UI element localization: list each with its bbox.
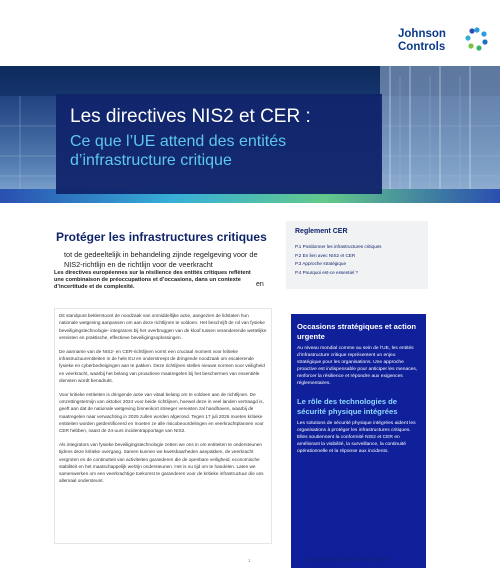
callout-title-2: Le rôle des technologies de sécurité physique intégrées: [297, 397, 398, 417]
document-subtitle: Ce que l’UE attend des entités d’infrastructure critique: [70, 133, 287, 169]
callout-text-2: Les solutions de sécurité physique intégrées aident les organisations à protéger les infrastructures critiques. Elles soutiennent la conformité NIS2 et CER en améliorant la visibilité, la surveillance, la continuité opérationnelle et la réponse aux incidents.: [297, 421, 416, 455]
logo-text: [398, 28, 446, 54]
paragraph: Als integrators van fysieke beveiligingstechnologie zetten we ons in om entiteiten te ondersteunen tijdens deze kritieke overgang. Samen kunnen we kwetsbaarheden aanpakken, de veerkracht vergroten en de continuïteit van activiteiten garanderen die de openbare veiligheid, economische stabiliteit en het maatschappelijk welzijn ondersteunen. Het is nu tijd om te handelen. Laten we samenwerken om een veerkrachtige toekomst te garanderen voor de kritieke infrastructuur die ons allemaal ondersteunt.: [59, 441, 264, 484]
cer-toc-box: [286, 221, 428, 289]
lead-text: Les directives européennes sur la résilience des entités critiques reflètent une combinaison de préoccupations et d’occasions, dans un contexte d’incertitude et de complexité.: [54, 270, 251, 290]
paragraph: Dit standpunt beklemtoont de noodzaak van onmiddellijke actie, aangezien de lidstaten hun nationale wetgeving aanpassen om aan deze richtlijnen te voldoen. Het beschrijft de rol van fysieke beveiligingstechnologie- integrators bij het overbruggen van de kloof tussen veranderende wettelijke vereisten en praktische, effectieve beveiligingsoplossingen.: [59, 313, 267, 340]
callout-box: [291, 314, 426, 568]
intro-en-text: en: [256, 281, 264, 288]
toc-link-3[interactable]: P.3 Approche stratégique: [295, 261, 346, 267]
toc-link-2[interactable]: P.2 En lien avec NIS2 et CER: [295, 252, 356, 258]
logo-line-1: Johnson: [398, 28, 446, 40]
body-text-box: [54, 308, 272, 544]
callout-title-1: Occasions stratégiques et action urgente: [297, 322, 417, 341]
callout-text-1: Au niveau mondial comme au sein de l’UE, les entités d’infrastructure critique représentent un enjeu stratégique pour les organisations. Une approche proactive est indispensable pour anticiper les menaces, renforcer la résilience et répondre aux exigences réglementaires.: [297, 346, 418, 386]
page-number: 1: [248, 558, 251, 563]
section-title: Protéger les infrastructures critiques: [56, 230, 267, 244]
logo-dots-icon: [464, 26, 490, 52]
paragraph: De aanname van de NIS2- en CER-richtlijnen vormt een cruciaal moment voor kritieke infrastructuurentiteiten in de hele EU en onderstreept de dringende noodzaak om escalerende fysieke en cyberbedreigingen aan te pakken. Deze richtlijnen stellen nieuwe normen voor veiligheid en veerkracht, waarbij het belang van proactieve maatregelen bij het beschermen van essentiële diensten wordt benadrukt.: [59, 348, 265, 383]
footer-tagline: La puissance derrière votre mission: [306, 557, 388, 563]
toc-link-4[interactable]: P.4 Pourquoi est-ce essentiel ?: [295, 270, 358, 276]
logo-line-2: Controls: [398, 41, 446, 53]
cer-title: Reglement CER: [295, 228, 348, 235]
johnson-controls-logo: [398, 22, 493, 58]
intro-text: tot de gedeeltelijk in behandeling zijnde regelgeving voor de NIS2-richtlijn en de richtlijn voor de veerkracht: [64, 250, 258, 269]
toc-link-1[interactable]: P.1 Positionner les infrastructures critiques: [295, 244, 382, 249]
paragraph: Voor kritieke entiteiten is dringende actie van vitaal belang om te voldoen aan de richtlijnen. De omzettingstermijn van oktober 2024 voor beide richtlijnen, hoewel deze in veel landen vertraagd is, geeft aan dat de nationale wetgeving binnenkort streeger vereisten zal handhaven, waarbij de maatregelen naar verwachting in 2025 zullen worden afgerond. Tegen 17 juli 2026 moeten kritieke entiteiten worden geïdentificeerd en moeten ze alle risicobeoordelingen en veerkrachtplannen voor CER hebben, naast de 24-uurs incidentrapportage van NIS2.: [59, 391, 264, 434]
document-title: Les directives NIS2 et CER :: [70, 106, 311, 127]
